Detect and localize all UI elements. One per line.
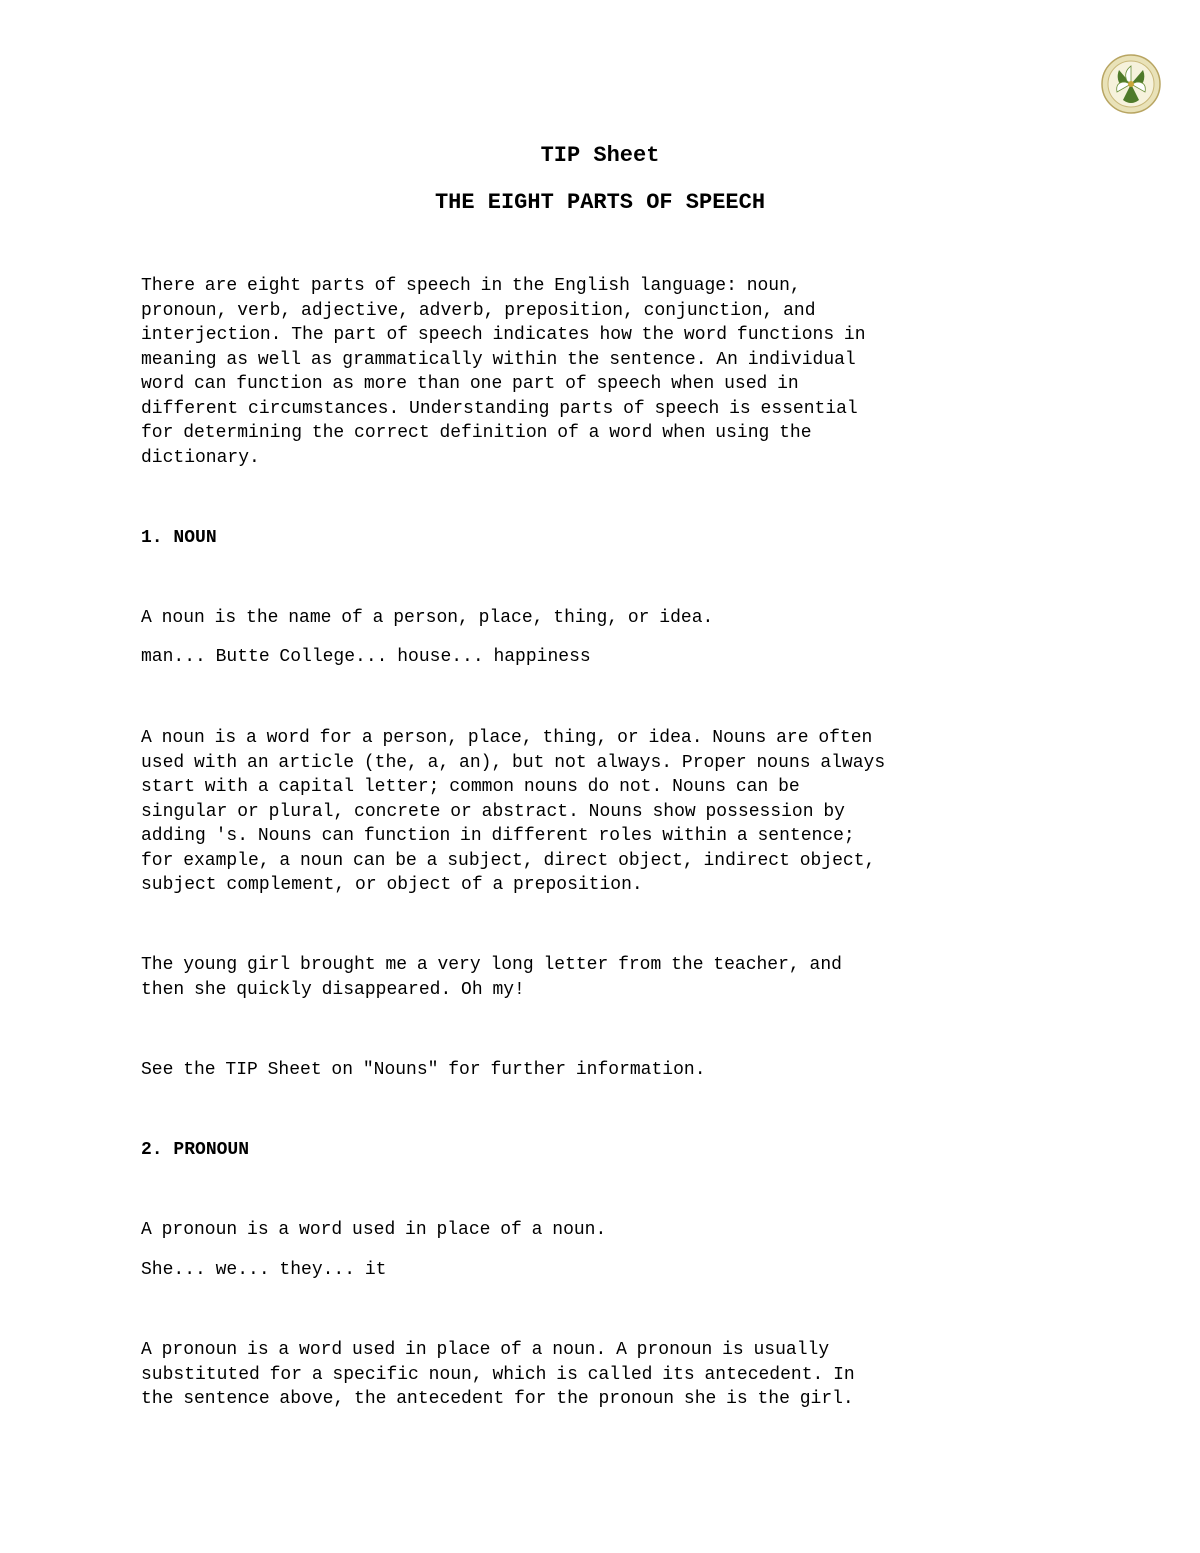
noun-explanation: A noun is a word for a person, place, thing, or idea. Nouns are often used with an article (the, a, an), but not always. Proper nouns always start with a capital letter; common nouns do not. Nouns can be singular or plural, concrete or abstract. Nouns show possession by adding 's. Nouns can function in different roles within a sentence; for example, a noun can be a subject, direct object, indirect object, subject complement, or object of a preposition. bbox=[141, 728, 886, 895]
section-number: 2. bbox=[141, 1140, 163, 1160]
document-subtitle: THE EIGHT PARTS OF SPEECH bbox=[434, 190, 766, 215]
intro-paragraph: There are eight parts of speech in the English language: noun, pronoun, verb, adjective, adverb, preposition, conjunction, and interjection. The part of speech indicates how the word functions in meaning as well as grammatically within the sentence. An individual word can function as more than one part of speech when used in different circumstances. Understanding parts of speech is essential for determining the correct definition of a word when using the dictionary. bbox=[141, 276, 866, 468]
section-number: 1. bbox=[141, 528, 163, 548]
section-title: PRONOUN bbox=[173, 1140, 250, 1160]
noun-reference: See the TIP Sheet on "Nouns" for further information. bbox=[141, 1060, 706, 1080]
trillium-seal-icon bbox=[1101, 54, 1161, 114]
pronoun-definition: A pronoun is a word used in place of a noun. bbox=[141, 1220, 607, 1240]
pronoun-explanation: A pronoun is a word used in place of a noun. A pronoun is usually substituted for a specific noun, which is called its antecedent. In the sentence above, the antecedent for the pronoun she is the girl. bbox=[141, 1340, 855, 1409]
noun-examples: man... Butte College... house... happiness bbox=[141, 647, 591, 667]
noun-definition: A noun is the name of a person, place, thing, or idea. bbox=[141, 608, 714, 628]
section-heading-pronoun bbox=[141, 1138, 249, 1162]
section-title: NOUN bbox=[173, 528, 217, 548]
pronoun-examples: She... we... they... it bbox=[141, 1260, 387, 1280]
noun-sample-sentence: The young girl brought me a very long letter from the teacher, and then she quickly disappeared. Oh my! bbox=[141, 955, 842, 1000]
document-title: TIP Sheet bbox=[540, 143, 660, 168]
section-heading-noun bbox=[141, 526, 217, 550]
